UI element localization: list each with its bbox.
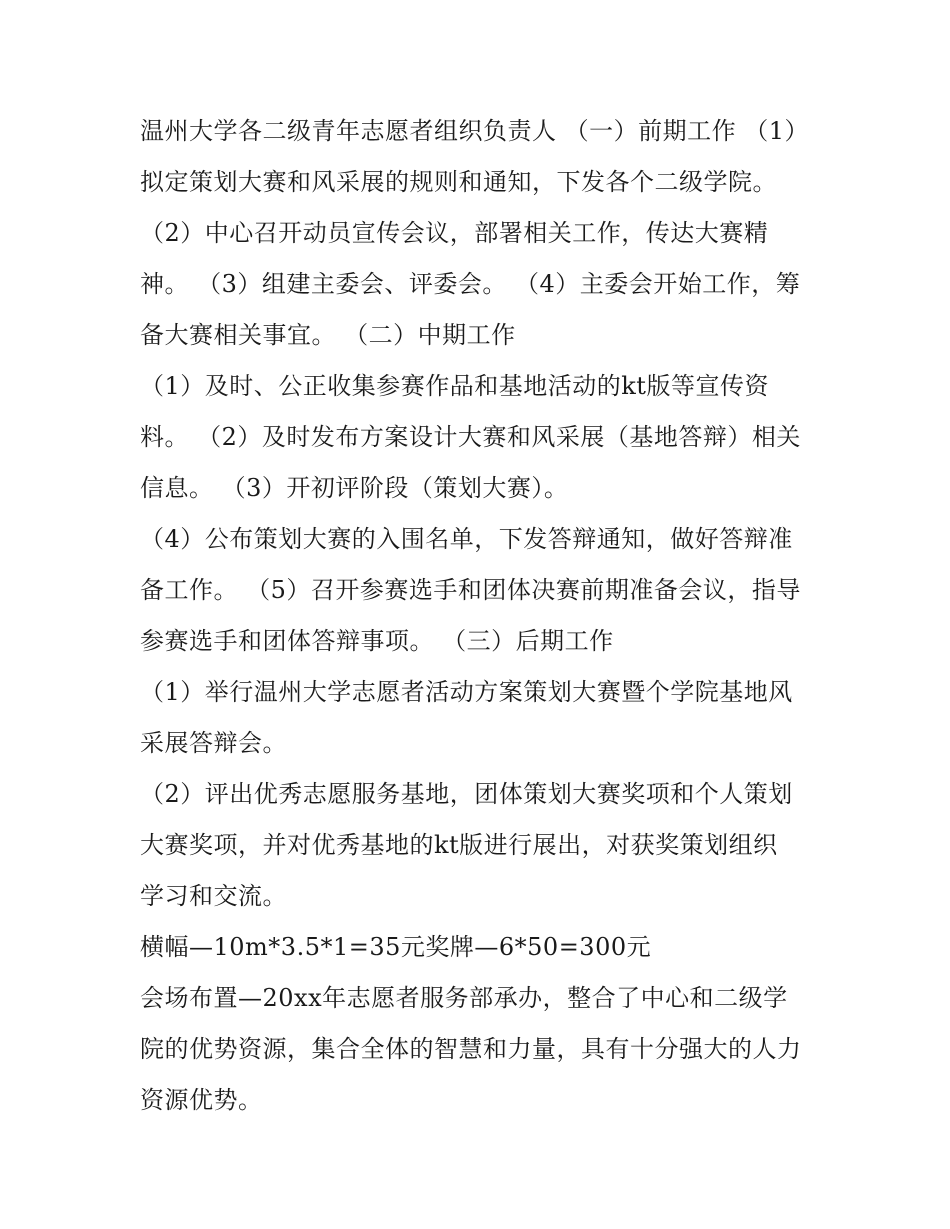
text-line: 拟定策划大赛和风采展的规则和通知，下发各个二级学院。	[140, 168, 777, 196]
text-line: （2）评出优秀志愿服务基地，团体策划大赛奖项和个人策划	[140, 780, 793, 808]
text-line: （1）举行温州大学志愿者活动方案策划大赛暨个学院基地风	[140, 678, 793, 706]
text-line: 备工作。 （5）召开参赛选手和团体决赛前期准备会议，指导	[140, 576, 801, 604]
text-line: 信息。 （3）开初评阶段（策划大赛）。	[140, 474, 569, 502]
text-line: 神。 （3）组建主委会、评委会。 （4）主委会开始工作，筹	[140, 270, 801, 298]
text-line: 资源优势。	[140, 1086, 263, 1114]
text-line: 料。 （2）及时发布方案设计大赛和风采展（基地答辩）相关	[140, 423, 801, 451]
text-line: 横幅—10m*3.5*1=35元奖牌—6*50=300元	[140, 933, 652, 961]
text-line: 备大赛相关事宜。 （二）中期工作	[140, 321, 516, 349]
text-line: 大赛奖项，并对优秀基地的kt版进行展出，对获奖策划组织	[140, 831, 778, 859]
text-line: 采展答辩会。	[140, 729, 287, 757]
text-line: （1）及时、公正收集参赛作品和基地活动的kt版等宣传资	[140, 372, 769, 400]
text-line: （2）中心召开动员宣传会议，部署相关工作，传达大赛精	[140, 219, 769, 247]
text-line: 学习和交流。	[140, 882, 287, 910]
text-line: 参赛选手和团体答辩事项。 （三）后期工作	[140, 627, 614, 655]
document-body	[140, 106, 820, 1126]
text-line: 院的优势资源，集合全体的智慧和力量，具有十分强大的人力	[140, 1035, 802, 1063]
text-line: （4）公布策划大赛的入围名单，下发答辩通知，做好答辩准	[140, 525, 793, 553]
text-line: 会场布置—20xx年志愿者服务部承办，整合了中心和二级学	[140, 984, 788, 1012]
text-line: 温州大学各二级青年志愿者组织负责人 （一）前期工作 （1）	[140, 117, 810, 145]
